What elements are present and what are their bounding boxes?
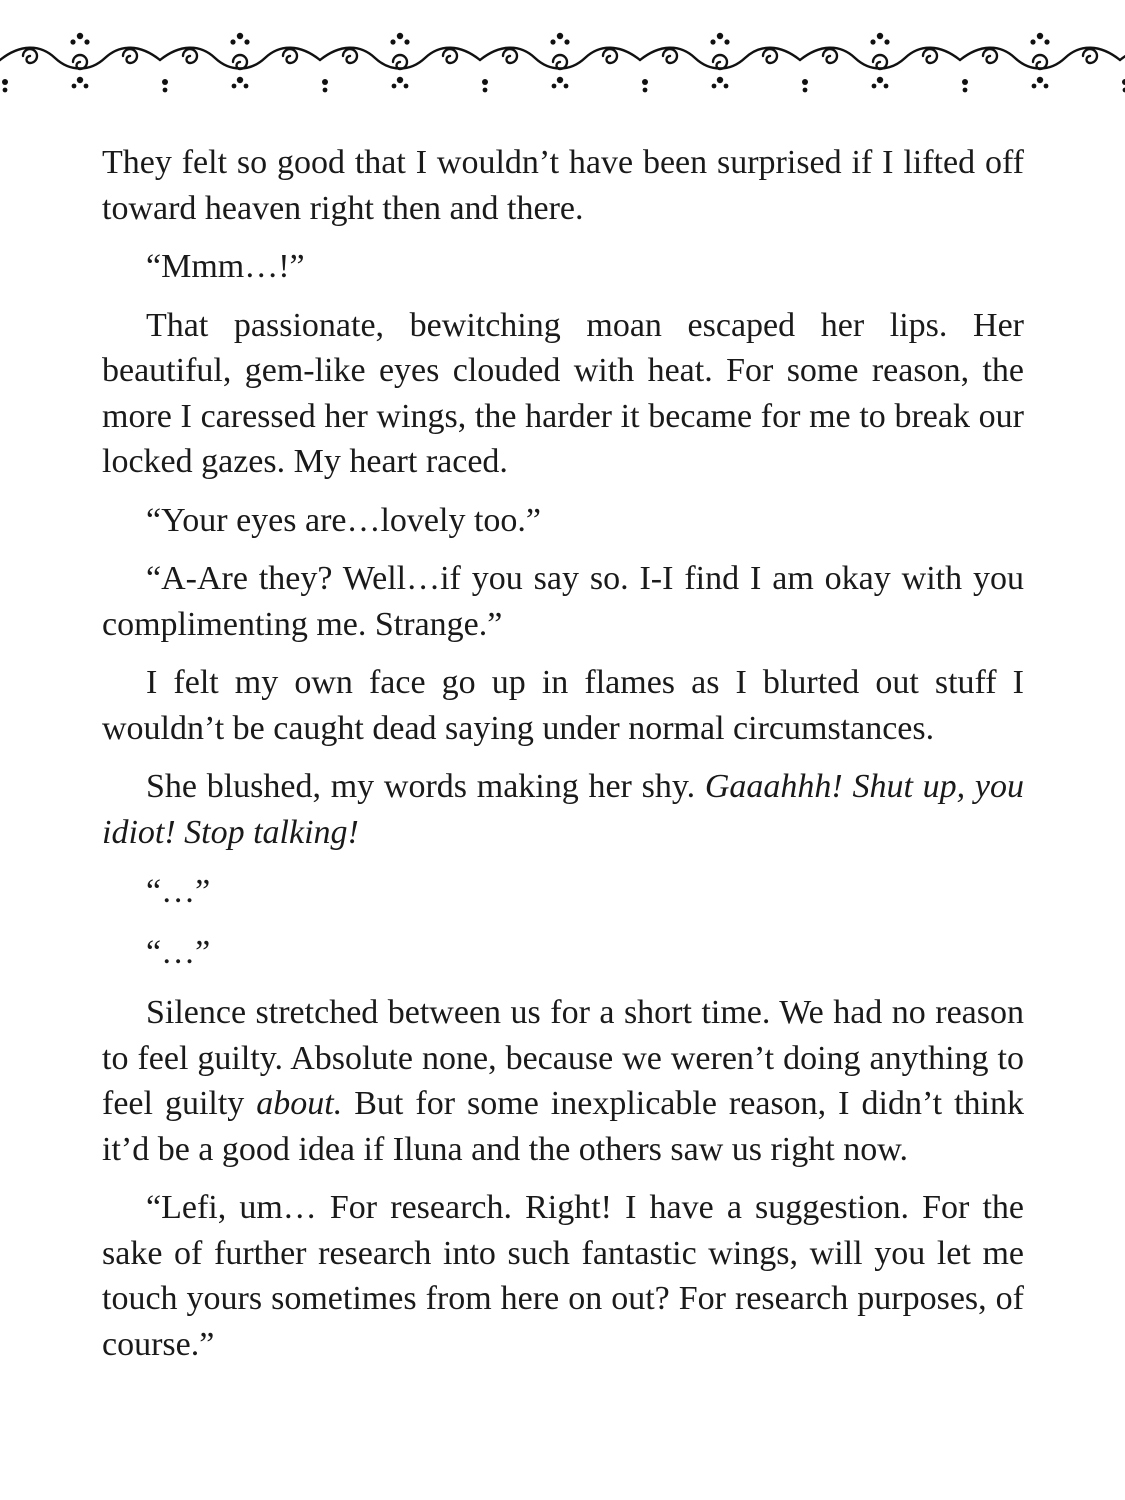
ornament-dot bbox=[1044, 39, 1049, 44]
ornament-dot bbox=[550, 39, 555, 44]
ornament-curl bbox=[923, 49, 937, 63]
ornament-dot bbox=[84, 39, 89, 44]
ornament-dot bbox=[803, 88, 808, 93]
ornament-curl bbox=[873, 55, 887, 69]
italic-emphasis-text: about. bbox=[256, 1085, 343, 1122]
ornament-dot bbox=[70, 39, 75, 44]
ornament-dot bbox=[1044, 84, 1049, 89]
ornament-curl bbox=[343, 49, 357, 63]
ornament-curl bbox=[713, 55, 727, 69]
ornament-curl bbox=[1083, 49, 1097, 63]
narration-text: But for some inexplicable reason, I didn’t think it’d be a good idea if Iluna and the others saw us right now. bbox=[102, 1085, 1024, 1168]
ornament-dot bbox=[962, 79, 968, 85]
ornament-dot bbox=[483, 88, 488, 93]
ornament-dot bbox=[244, 84, 249, 89]
ornament-curl bbox=[553, 55, 567, 69]
narration-text: Silence stretched between us for a short time. We had no reason to feel guilty. Absolute none, because we weren’t doing anything to feel guilty bbox=[102, 994, 1024, 1122]
ornament-dot bbox=[404, 39, 409, 44]
paragraph: I felt my own face go up in flames as I blurted out stuff I wouldn’t be caught dead saying under normal circumstances. bbox=[102, 664, 1024, 747]
ornament-curl bbox=[393, 55, 407, 69]
dialogue-line: “Lefi, um… For research. Right! I have a suggestion. For the sake of further research into such fantastic wings, will you let me touch yours sometimes from here on out? For research purposes, of course.” bbox=[102, 1189, 1024, 1363]
ornament-dot bbox=[724, 84, 729, 89]
ornament-dot bbox=[230, 39, 235, 44]
ornament-dot bbox=[802, 79, 808, 85]
ornament-dot bbox=[163, 88, 168, 93]
ornament-dot bbox=[397, 77, 403, 83]
ornament-dot bbox=[877, 33, 883, 39]
ornament-dot bbox=[557, 33, 563, 39]
ornament-dot bbox=[884, 84, 889, 89]
ornament-curl bbox=[23, 49, 37, 63]
ornament-dot bbox=[1037, 77, 1043, 83]
ornament-dot bbox=[717, 77, 723, 83]
ornament-dot bbox=[84, 84, 89, 89]
ornament-curl bbox=[823, 49, 837, 63]
ornament-curl bbox=[233, 55, 247, 69]
dialogue-line: “Your eyes are…lovely too.” bbox=[146, 501, 542, 539]
ornament-dot bbox=[392, 84, 397, 89]
ornament-dot bbox=[724, 39, 729, 44]
ornament-dot bbox=[877, 77, 883, 83]
ornament-dot bbox=[564, 84, 569, 89]
ornament-vine bbox=[1120, 48, 1125, 69]
italic-thought-text: Gaaahhh! Shut up, you idiot! Stop talking! bbox=[102, 768, 1024, 851]
page-text-body bbox=[102, 140, 1024, 1380]
ornament-dot bbox=[77, 77, 83, 83]
ornament-dot bbox=[237, 33, 243, 39]
ornament-dot bbox=[872, 84, 877, 89]
dialogue-line: “A-Are they? Well…if you say so. I-I find I am okay with you complimenting me. Strange.” bbox=[102, 560, 1024, 643]
ornament-dot bbox=[244, 39, 249, 44]
ornament-dot bbox=[564, 39, 569, 44]
ornament-dot bbox=[557, 77, 563, 83]
ornament-dot bbox=[322, 79, 328, 85]
ornament-dot bbox=[1037, 33, 1043, 39]
ornament-curl bbox=[603, 49, 617, 63]
ornament-curl bbox=[283, 49, 297, 63]
ornament-dot bbox=[552, 84, 557, 89]
ornament-dot bbox=[870, 39, 875, 44]
ornament-curl bbox=[183, 49, 197, 63]
ornament-curl bbox=[443, 49, 457, 63]
ornament-dot bbox=[390, 39, 395, 44]
ornament-dot bbox=[404, 84, 409, 89]
ornament-dot bbox=[1030, 39, 1035, 44]
ornament-dot bbox=[643, 88, 648, 93]
narration-text: She blushed, my words making her shy. bbox=[146, 768, 705, 805]
ornament-curl bbox=[123, 49, 137, 63]
dialogue-line: “Mmm…!” bbox=[146, 248, 305, 285]
ornament-dot bbox=[482, 79, 488, 85]
ornament-curl bbox=[763, 49, 777, 63]
ornament-dot bbox=[642, 79, 648, 85]
paragraph bbox=[102, 990, 1024, 1172]
decorative-border-ornament bbox=[0, 18, 1125, 98]
ornament-dot bbox=[1032, 84, 1037, 89]
ornament-dot bbox=[162, 79, 168, 85]
ornament-dot bbox=[712, 84, 717, 89]
paragraph bbox=[102, 764, 1024, 855]
ornament-dot bbox=[323, 88, 328, 93]
ornament-curl bbox=[73, 55, 87, 69]
ornament-dot bbox=[710, 39, 715, 44]
ornament-dot bbox=[3, 88, 8, 93]
ornament-curl bbox=[503, 49, 517, 63]
ornament-dot bbox=[717, 33, 723, 39]
ornament-dot bbox=[963, 88, 968, 93]
paragraph: They felt so good that I wouldn’t have been surprised if I lifted off toward heaven right then and there. bbox=[102, 144, 1024, 227]
ellipsis-dialogue: “…” bbox=[146, 873, 211, 910]
ornament-dot bbox=[397, 33, 403, 39]
ornament-dot bbox=[232, 84, 237, 89]
ornament-dot bbox=[77, 33, 83, 39]
ellipsis-dialogue: “…” bbox=[146, 934, 211, 971]
ornament-curl bbox=[663, 49, 677, 63]
ornament-dot bbox=[72, 84, 77, 89]
ornament-dot bbox=[2, 79, 8, 85]
paragraph: That passionate, bewitching moan escaped her lips. Her beautiful, gem-like eyes clouded with heat. For some reason, the more I caressed her wings, the harder it became for me to break our locked gazes. My heart raced. bbox=[102, 306, 1024, 480]
ornament-dot bbox=[237, 77, 243, 83]
ornament-dot bbox=[884, 39, 889, 44]
ornament-curl bbox=[983, 49, 997, 63]
ornament-curl bbox=[1033, 55, 1047, 69]
